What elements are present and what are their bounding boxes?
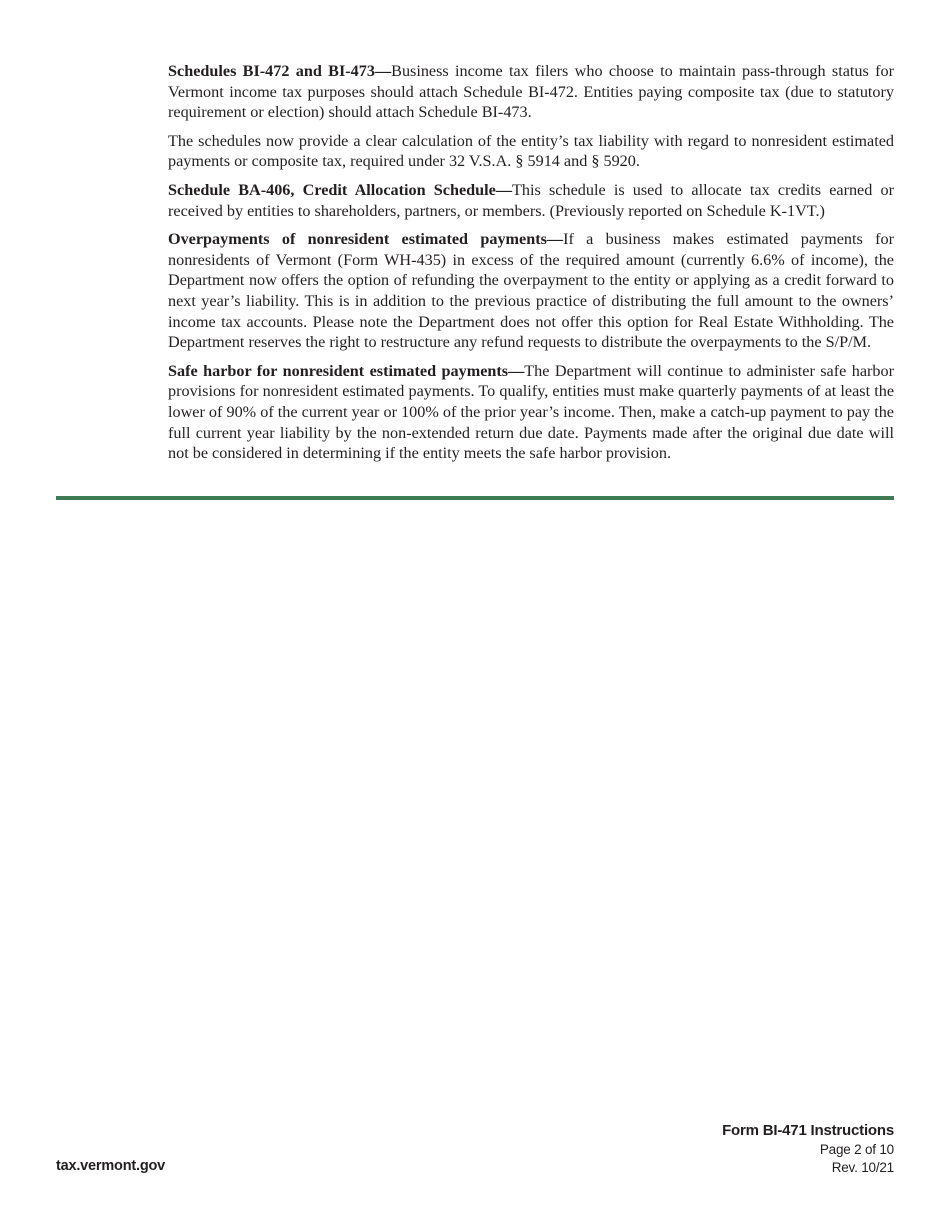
footer-form-title: Form BI-471 Instructions <box>722 1122 894 1139</box>
paragraph-heading: Schedules BI-472 and BI-473— <box>168 62 392 80</box>
footer-website: tax.vermont.gov <box>56 1158 165 1174</box>
paragraph-text: The schedules now provide a clear calculation of the entity’s tax liability with regard to nonresident estimated payments or composite tax, required under 32 V.S.A. § 5914 and § 5920. <box>168 131 894 171</box>
paragraph-overpayments <box>168 229 894 353</box>
paragraph-safe-harbor <box>168 361 894 464</box>
paragraph-heading: Overpayments of nonresident estimated payments— <box>168 230 564 249</box>
paragraph-heading: Safe harbor for nonresident estimated payments— <box>168 361 525 380</box>
paragraph-schedule-ba406 <box>168 180 894 221</box>
paragraph-text: Business income tax filers who choose to maintain pass-through status for Vermont income tax purposes should attach Schedule BI-472. Entities paying composite tax (due to statutory requirement or election) should attach Schedule BI-473. <box>168 62 894 122</box>
paragraph-text: If a business makes estimated payments for nonresidents of Vermont (Form WH-435) in excess of the required amount (currently 6.6% of income), the Department now offers the option of refunding the overpayment to the entity or applying as a credit forward to next year’s liability. This is in addition to the previous practice of distributing the full amount to the owners’ income tax accounts. Please note the Department does not offer this option for Real Estate Withholding. The Department reserves the right to restructure any refund requests to distribute the overpayments to the S/P/M. <box>168 230 894 352</box>
paragraph-schedules-calculation <box>168 131 894 172</box>
footer-page-number: Page 2 of 10 <box>819 1142 894 1157</box>
paragraph-heading: Schedule BA-406, Credit Allocation Schedule— <box>168 180 513 199</box>
footer-form-info <box>722 1121 894 1177</box>
paragraph-schedules-bi472-bi473 <box>168 61 894 123</box>
instructions-body <box>168 61 894 472</box>
paragraph-text: The Department will continue to administer safe harbor provisions for nonresident estimated payments. To qualify, entities must make quarterly payments of at least the lower of 90% of the current year or 100% of the prior year’s income. Then, make a catch-up payment to pay the full current year liability by the non-extended return due date. Payments made after the original due date will not be considered in determining if the entity meets the safe harbor provision. <box>168 361 894 463</box>
paragraph-text: This schedule is used to allocate tax credits earned or received by entities to shareholders, partners, or members. (Previously reported on Schedule K-1VT.) <box>168 180 894 220</box>
footer-revision: Rev. 10/21 <box>831 1160 894 1175</box>
section-divider <box>56 496 894 500</box>
